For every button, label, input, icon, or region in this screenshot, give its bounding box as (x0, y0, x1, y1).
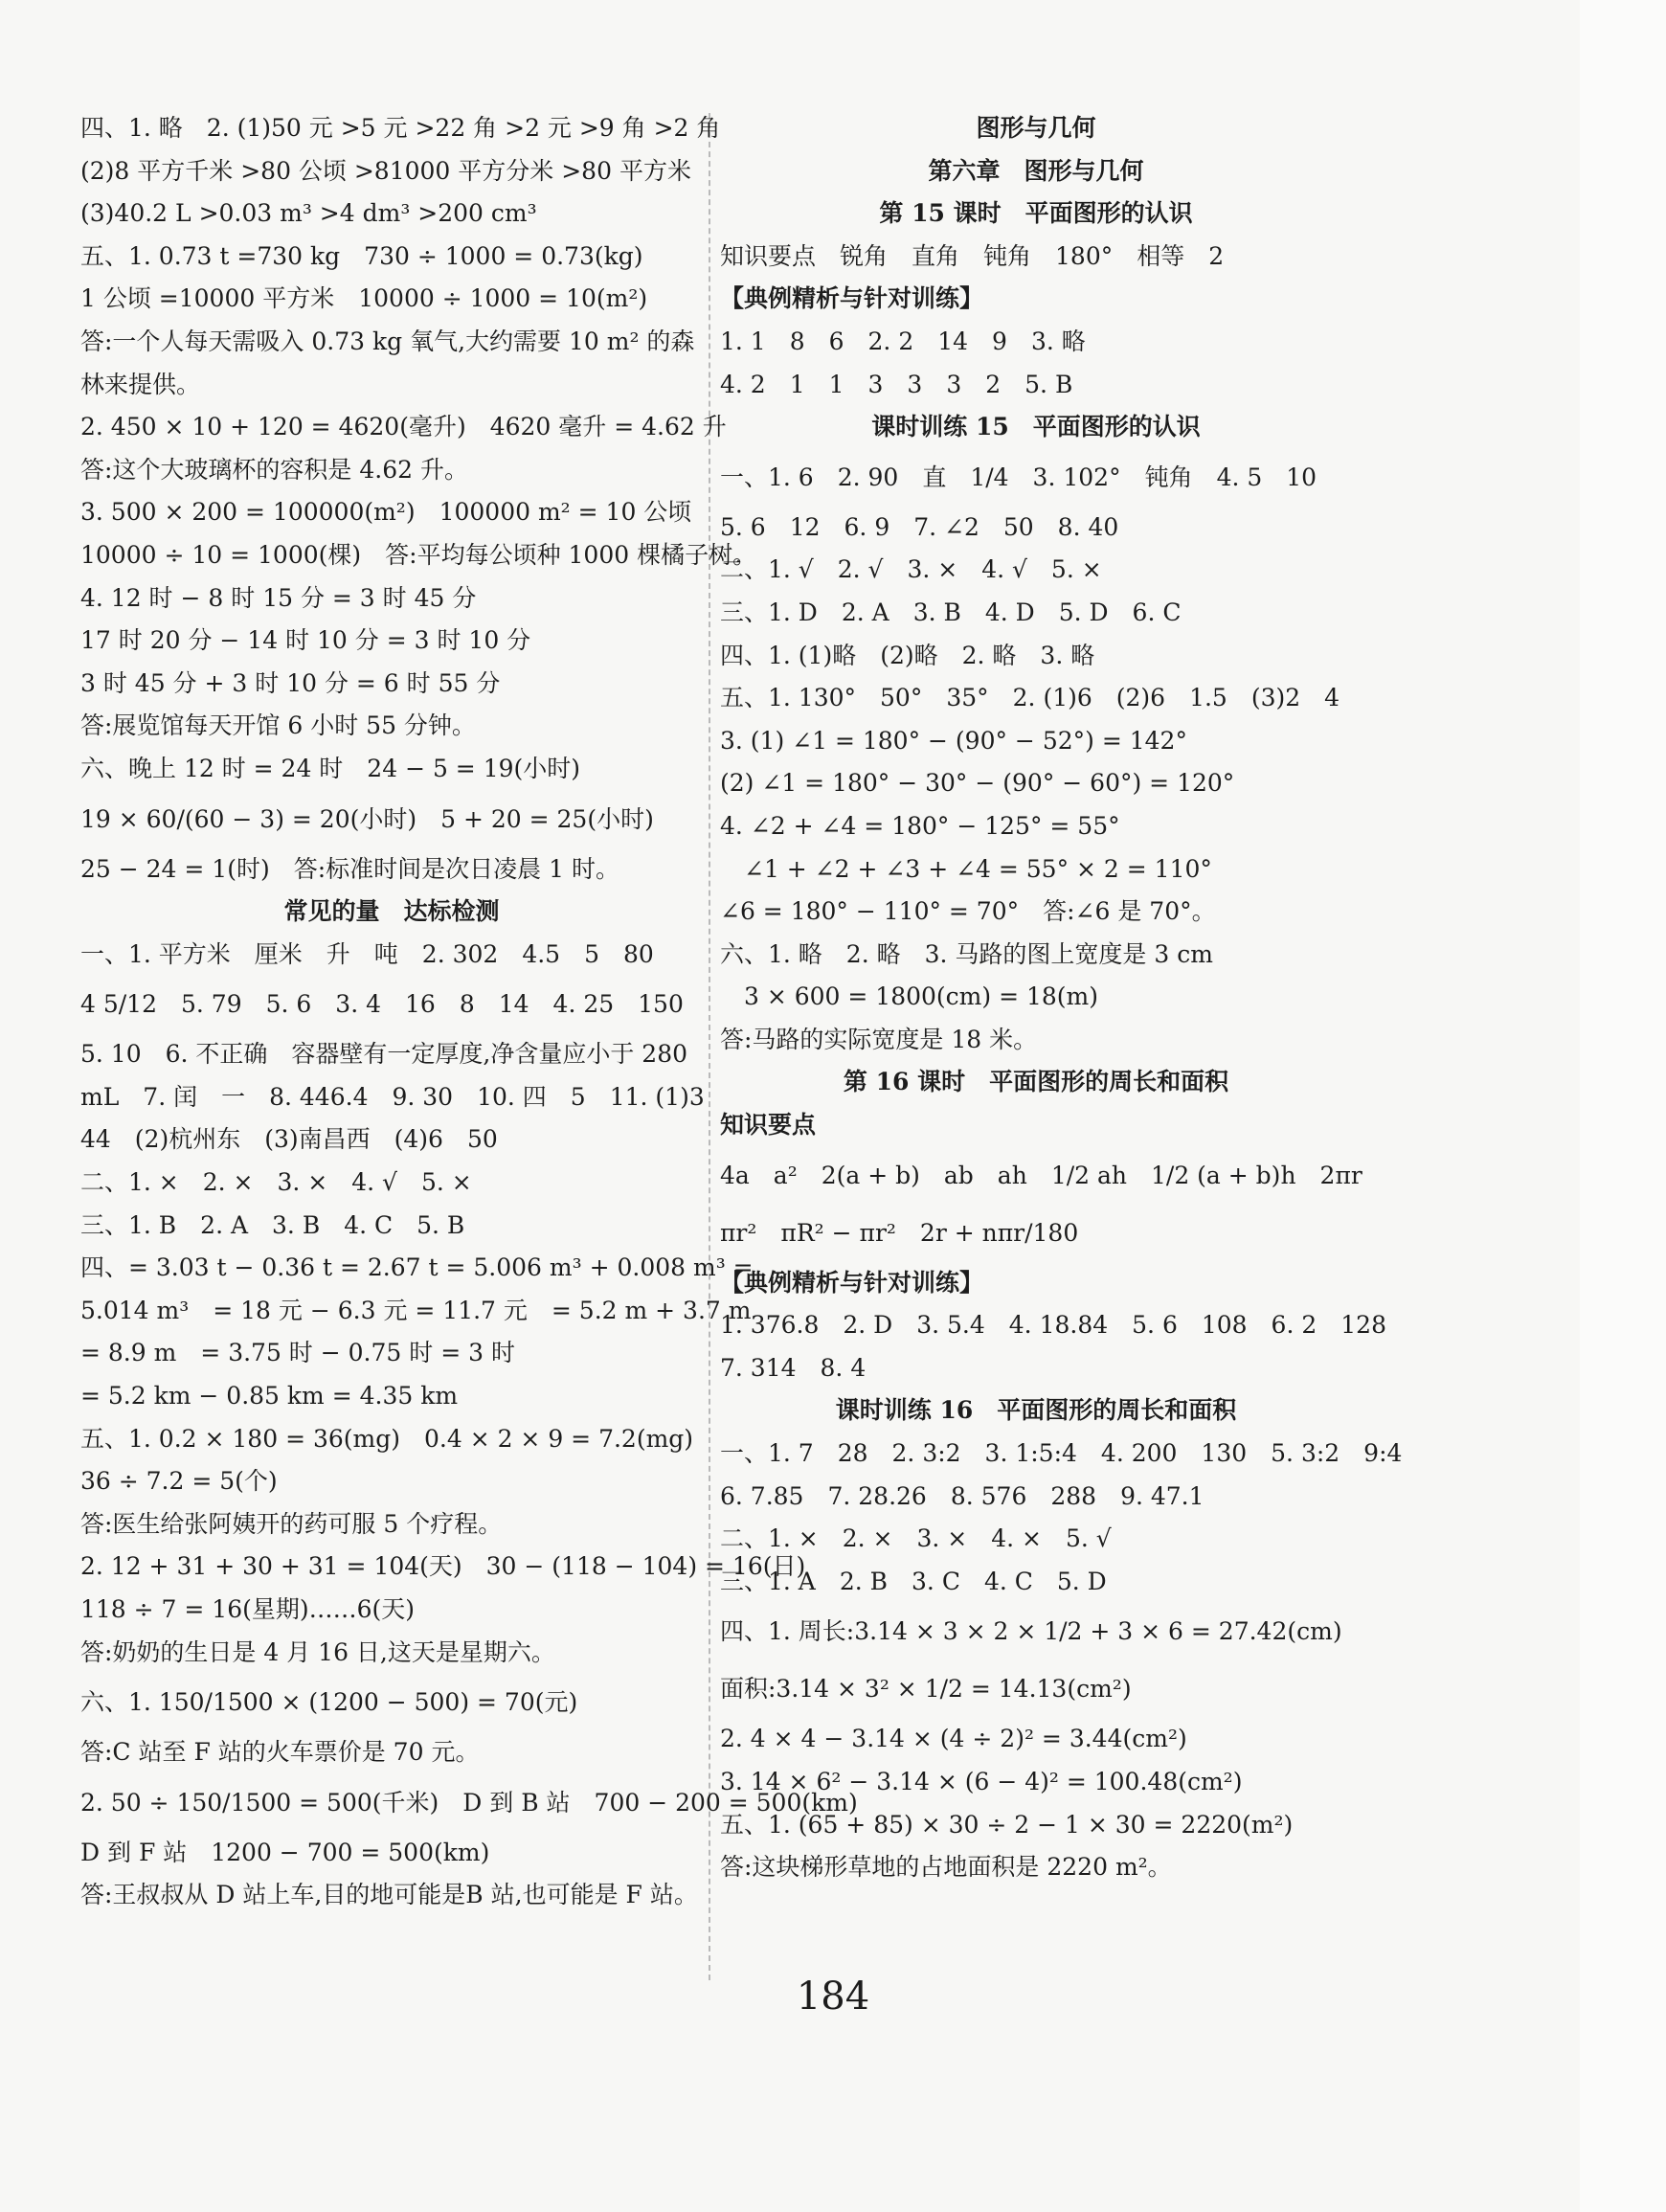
answer-line: 三、1. B 2. A 3. B 4. C 5. B (80, 1210, 465, 1239)
answer-line: 25 − 24 = 1(时) 答:标准时间是次日凌晨 1 时。 (80, 854, 619, 883)
answer-line: 三、1. D 2. A 3. B 4. D 5. D 6. C (720, 598, 1182, 626)
answer-line: 7. 314 8. 4 (720, 1353, 867, 1382)
formula-line: 4a a² 2(a + b) ab ah 1/2 ah 1/2 (a + b)h 2πr (720, 1161, 1362, 1189)
answer-line: 答:奶奶的生日是 4 月 16 日,这天是星期六。 (80, 1637, 555, 1666)
answer-line: 4. ∠2 + ∠4 = 180° − 125° = 55° (720, 811, 1120, 840)
section-label: 【典例精析与针对训练】 (720, 1268, 984, 1297)
answer-line: 答:这个大玻璃杯的容积是 4.62 升。 (80, 455, 468, 484)
answer-line: 17 时 20 分 − 14 时 10 分 = 3 时 10 分 (80, 626, 531, 655)
answer-line: 2. 4 × 4 − 3.14 × (4 ÷ 2)² = 3.44(cm²) (720, 1725, 1187, 1753)
answer-line: 六、1. 150/1500 × (1200 − 500) = 70(元) (80, 1688, 578, 1717)
page-margin (1580, 0, 1666, 2212)
answer-line: 答:马路的实际宽度是 18 米。 (720, 1025, 1038, 1053)
lesson-title: 课时训练 16 平面图形的周长和面积 (835, 1396, 1237, 1425)
formula-line: πr² πR² − πr² 2r + nπr/180 (720, 1218, 1079, 1247)
answer-line: 3. 500 × 200 = 100000(m²) 100000 m² = 10 公顷 (80, 498, 692, 527)
right-column (720, 107, 1403, 1889)
answer-line: 四、1. 略 2. (1)50 元 >5 元 >22 角 >2 元 >9 角 >2 角 (80, 114, 721, 142)
answer-line: 一、1. 7 28 2. 3:2 3. 1:5:4 4. 200 130 5. 3:2 9:4 (720, 1439, 1403, 1468)
page-number: 184 (796, 1975, 870, 2019)
chapter-title: 第六章 图形与几何 (928, 156, 1144, 185)
answer-line: 3. 14 × 6² − 3.14 × (6 − 4)² = 100.48(cm²) (720, 1768, 1243, 1795)
section-label: 【典例精析与针对训练】 (720, 284, 984, 313)
answer-line: 五、1. 0.73 t =730 kg 730 ÷ 1000 = 0.73(kg) (80, 241, 643, 270)
answer-line: 3 × 600 = 1800(cm) = 18(m) (720, 982, 1099, 1011)
answer-line: 4. 12 时 − 8 时 15 分 = 3 时 45 分 (80, 583, 477, 612)
answer-line: (3)40.2 L >0.03 m³ >4 dm³ >200 cm³ (80, 199, 537, 228)
answer-line: 19 × 60/(60 − 3) = 20(小时) 5 + 20 = 25(小时) (80, 804, 654, 833)
answer-line: 1. 376.8 2. D 3. 5.4 4. 18.84 5. 6 108 6. 2 128 (720, 1311, 1386, 1340)
answer-line: (2) ∠1 = 180° − 30° − (90° − 60°) = 120° (720, 769, 1235, 798)
section-label: 知识要点 (720, 1111, 817, 1140)
answer-line: 三、1. A 2. B 3. C 4. C 5. D (720, 1567, 1107, 1595)
answer-line: 6. 7.85 7. 28.26 8. 576 288 9. 47.1 (720, 1481, 1204, 1510)
answer-line: 答:展览馆每天开馆 6 小时 55 分钟。 (80, 711, 476, 740)
answer-line: 1. 1 8 6 2. 2 14 9 3. 略 (720, 327, 1086, 355)
answer-line: 四、= 3.03 t − 0.36 t = 2.67 t = 5.006 m³ + 0.008 m³ = (80, 1253, 754, 1282)
answer-line: 二、1. × 2. × 3. × 4. √ 5. × (80, 1168, 472, 1197)
answer-line: 5. 10 6. 不正确 容器壁有一定厚度,净含量应小于 280 (80, 1040, 688, 1069)
answer-line: 4. 2 1 1 3 3 3 2 5. B (720, 370, 1073, 398)
answer-line: = 8.9 m = 3.75 时 − 0.75 时 = 3 时 (80, 1339, 515, 1367)
answer-line: 答:医生给张阿姨开的药可服 5 个疗程。 (80, 1509, 503, 1538)
section-heading: 常见的量 达标检测 (283, 897, 500, 926)
answer-line: = 5.2 km − 0.85 km = 4.35 km (80, 1382, 459, 1411)
answer-line: 1 公顷 =10000 平方米 10000 ÷ 1000 = 10(m²) (80, 284, 648, 313)
answer-line: 2. 12 + 31 + 30 + 31 = 104(天) 30 − (118 − 104) = 16(日) (80, 1552, 806, 1581)
answer-line: 118 ÷ 7 = 16(星期)……6(天) (80, 1595, 416, 1623)
answer-line: 四、1. 周长:3.14 × 3 × 2 × 1/2 + 3 × 6 = 27.42(cm) (720, 1617, 1342, 1646)
answer-line: 3 时 45 分 + 3 时 10 分 = 6 时 55 分 (80, 668, 501, 697)
answer-line: ∠6 = 180° − 110° = 70° 答:∠6 是 70°。 (720, 897, 1216, 926)
answer-line: 4 5/12 5. 79 5. 6 3. 4 16 8 14 4. 25 150 (80, 990, 684, 1019)
answer-line: 2. 50 ÷ 150/1500 = 500(千米) D 到 B 站 700 − 200 = 500(km) (80, 1788, 858, 1817)
column-divider (709, 113, 710, 1980)
answer-line: mL 7. 闰 一 8. 446.4 9. 30 10. 四 5 11. (1)3 (80, 1082, 705, 1111)
answer-line: 3. (1) ∠1 = 180° − (90° − 52°) = 142° (720, 726, 1187, 755)
answer-line: 44 (2)杭州东 (3)南昌西 (4)6 50 (80, 1125, 498, 1154)
answer-line: 5. 6 12 6. 9 7. ∠2 50 8. 40 (720, 512, 1119, 541)
answer-line: 答:一个人每天需吸入 0.73 kg 氧气,大约需要 10 m² 的森 (80, 327, 695, 355)
answer-line: 36 ÷ 7.2 = 5(个) (80, 1467, 278, 1496)
answer-line: 林来提供。 (80, 370, 201, 398)
answer-line: 六、晚上 12 时 = 24 时 24 − 5 = 19(小时) (80, 754, 581, 782)
answer-line: 5.014 m³ = 18 元 − 6.3 元 = 11.7 元 = 5.2 m + 3.7 m (80, 1296, 752, 1324)
part-title: 图形与几何 (976, 114, 1096, 142)
lesson-title: 第 15 课时 平面图形的认识 (879, 199, 1193, 228)
answer-line: 答:王叔叔从 D 站上车,目的地可能是B 站,也可能是 F 站。 (80, 1881, 698, 1909)
lesson-title: 第 16 课时 平面图形的周长和面积 (843, 1068, 1229, 1096)
answer-line: 六、1. 略 2. 略 3. 马路的图上宽度是 3 cm (720, 939, 1213, 968)
answer-line: 四、1. (1)略 (2)略 2. 略 3. 略 (720, 641, 1095, 669)
answer-line: 一、1. 6 2. 90 直 1/4 3. 102° 钝角 4. 5 10 (720, 463, 1317, 491)
answer-line: 二、1. √ 2. √ 3. × 4. √ 5. × (720, 555, 1102, 584)
lesson-title: 课时训练 15 平面图形的认识 (871, 413, 1201, 441)
answer-line: (2)8 平方千米 >80 公顷 >81000 平方分米 >80 平方米 (80, 156, 691, 185)
answer-line: 2. 450 × 10 + 120 = 4620(毫升) 4620 毫升 = 4.62 升 (80, 413, 727, 441)
answer-line: 一、1. 平方米 厘米 升 吨 2. 302 4.5 5 80 (80, 939, 654, 968)
answer-line: 五、1. 0.2 × 180 = 36(mg) 0.4 × 2 × 9 = 7.2(mg) (80, 1424, 694, 1453)
answer-line: 知识要点 锐角 直角 钝角 180° 相等 2 (720, 241, 1225, 270)
answer-line: 五、1. 130° 50° 35° 2. (1)6 (2)6 1.5 (3)2 4 (720, 684, 1340, 712)
answer-line: 五、1. (65 + 85) × 30 ÷ 2 − 1 × 30 = 2220(m²) (720, 1810, 1294, 1839)
answer-line: 二、1. × 2. × 3. × 4. × 5. √ (720, 1524, 1112, 1553)
answer-line: 10000 ÷ 10 = 1000(棵) 答:平均每公顷种 1000 棵橘子树。 (80, 540, 757, 569)
answer-line: D 到 F 站 1200 − 700 = 500(km) (80, 1838, 490, 1866)
answer-line: ∠1 + ∠2 + ∠3 + ∠4 = 55° × 2 = 110° (720, 854, 1212, 883)
answer-line: 答:C 站至 F 站的火车票价是 70 元。 (80, 1738, 480, 1767)
answer-line: 面积:3.14 × 3² × 1/2 = 14.13(cm²) (720, 1675, 1132, 1704)
answer-line: 答:这块梯形草地的占地面积是 2220 m²。 (720, 1853, 1172, 1882)
